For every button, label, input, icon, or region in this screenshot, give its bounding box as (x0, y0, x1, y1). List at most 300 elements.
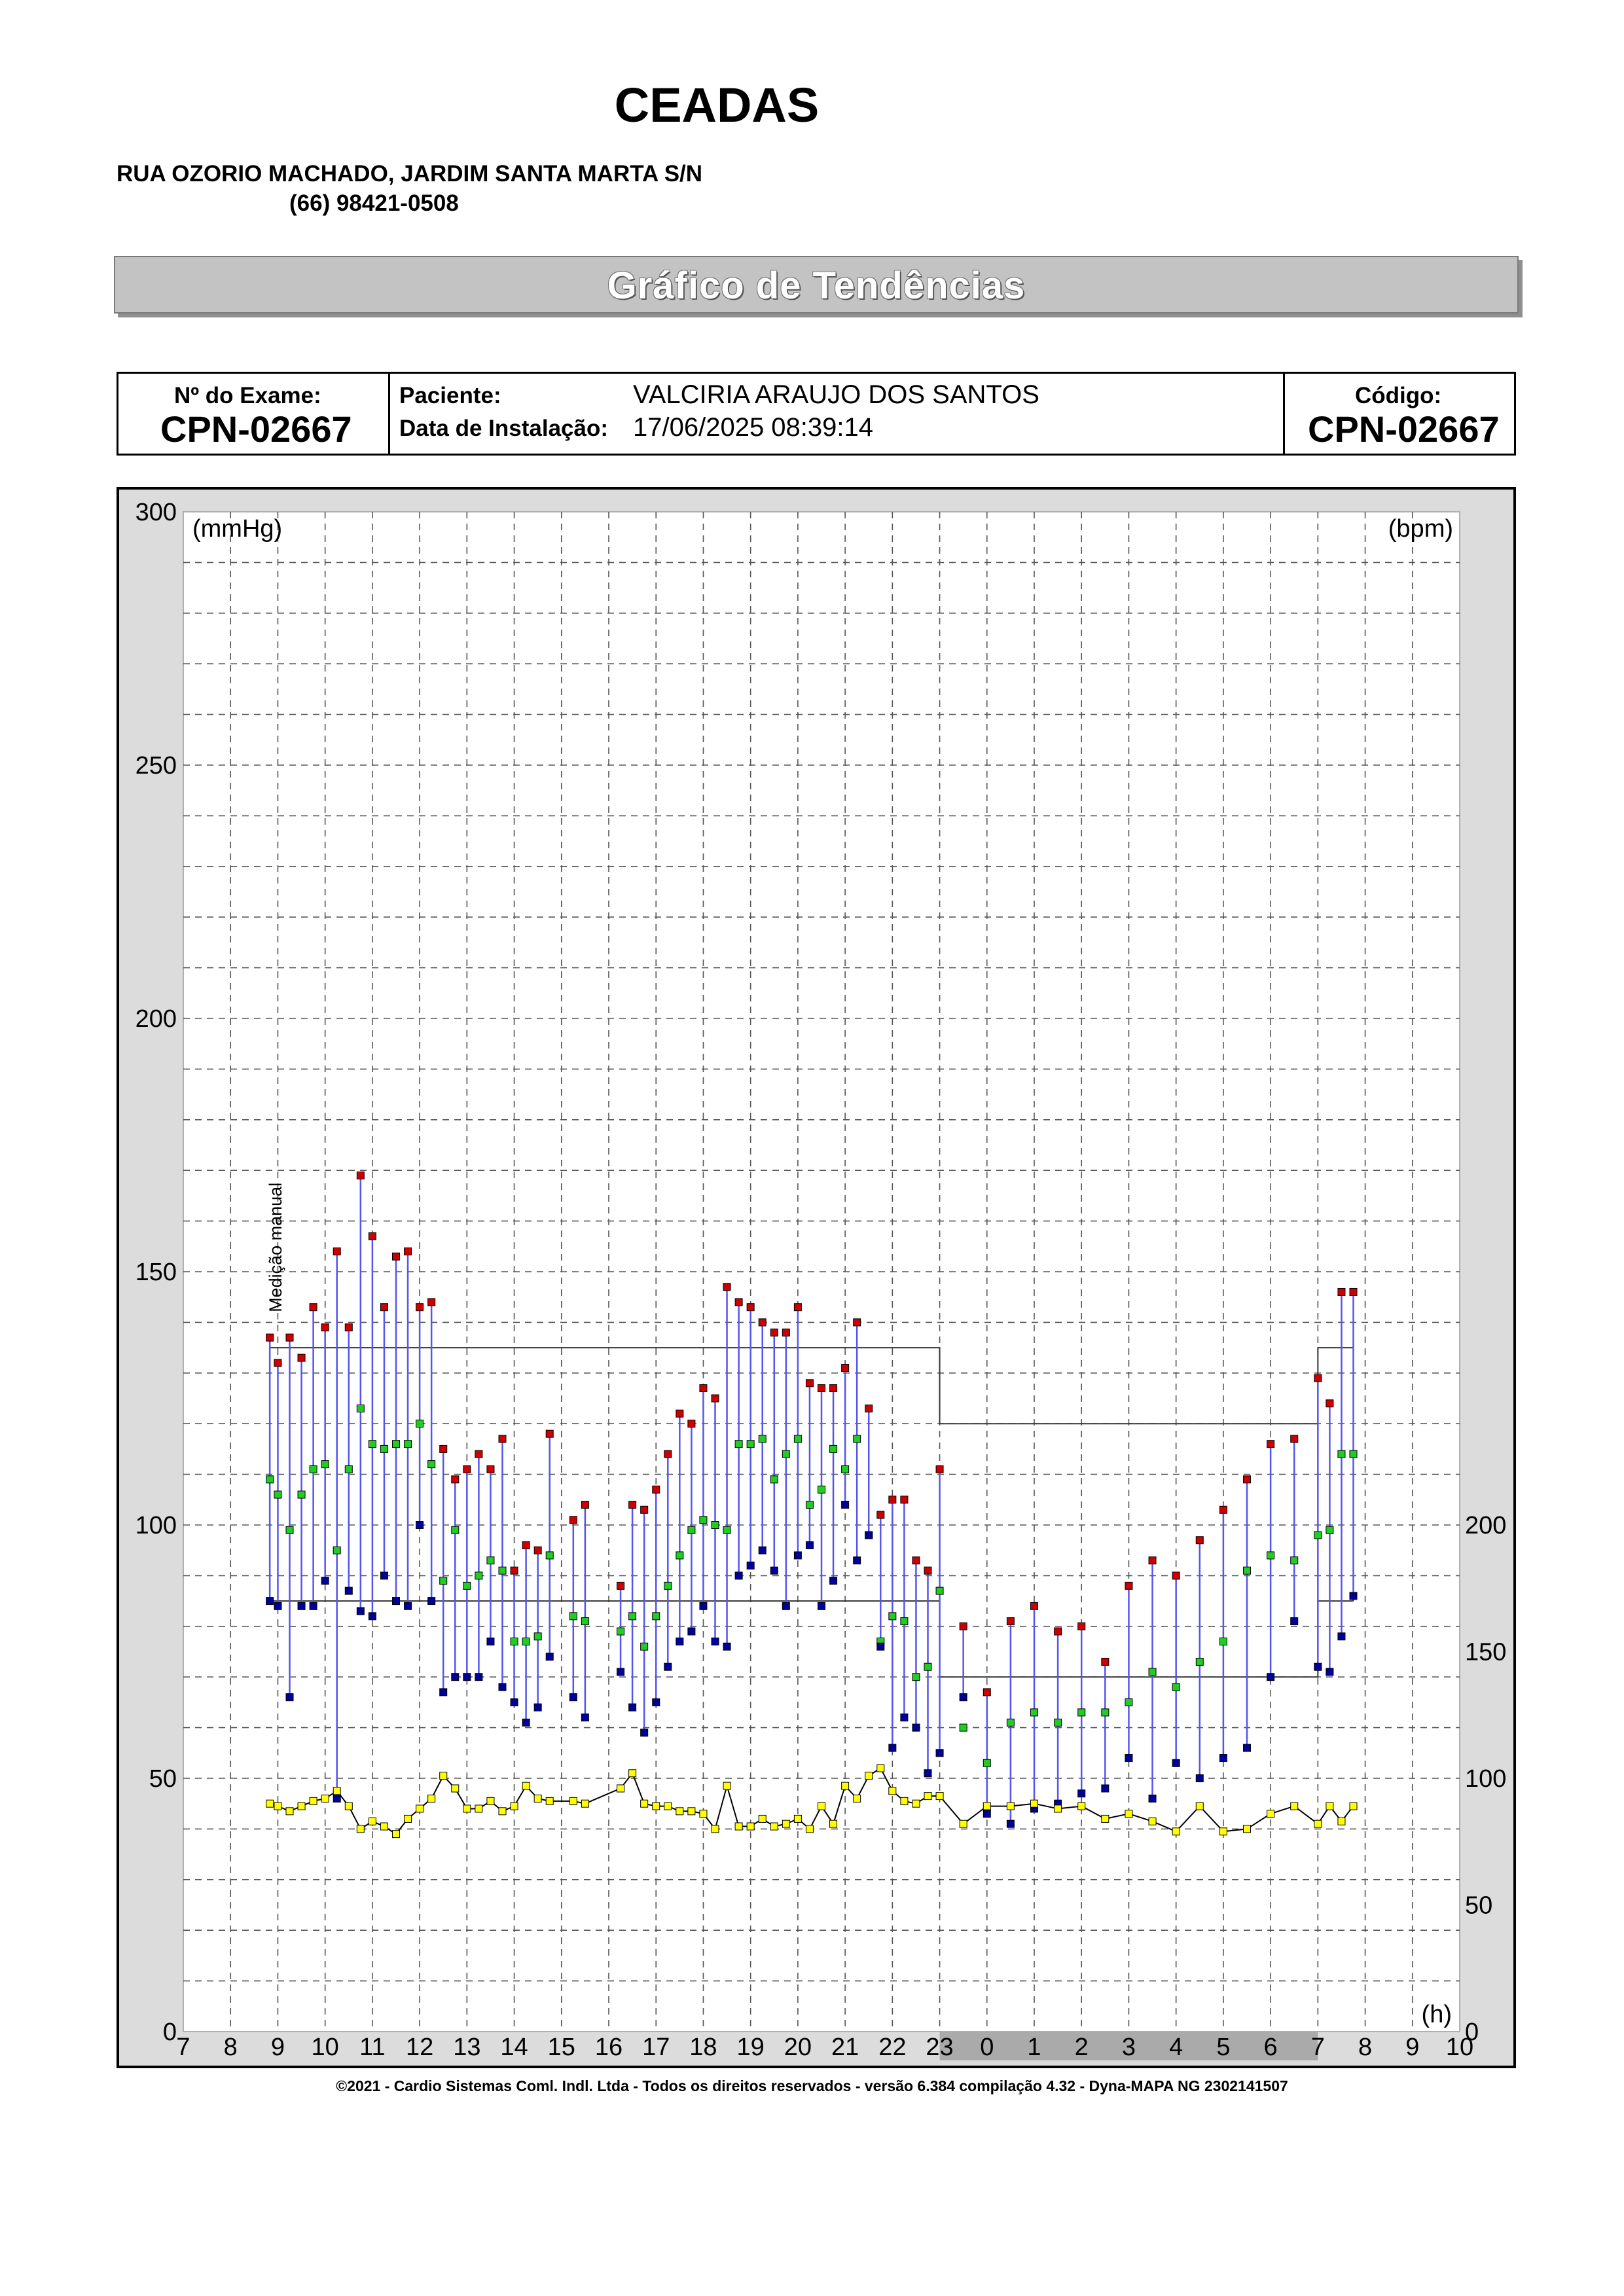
trend-chart (117, 487, 1516, 2068)
x-tick-label: 11 (359, 2034, 386, 2061)
manual-measurement-annotation: Medição manual (266, 1182, 286, 1312)
diastolic-point (1350, 1592, 1357, 1600)
heart-rate-point (1338, 1818, 1345, 1825)
heart-rate-point (865, 1772, 873, 1780)
systolic-point (1149, 1557, 1156, 1564)
mean-point (901, 1618, 908, 1625)
mean-point (1219, 1638, 1227, 1645)
heart-rate-point (747, 1823, 754, 1830)
heart-rate-point (380, 1823, 388, 1830)
systolic-point (617, 1582, 624, 1589)
diastolic-point (1326, 1668, 1333, 1676)
heart-rate-point (1326, 1803, 1333, 1810)
systolic-point (641, 1506, 648, 1513)
heart-rate-point (723, 1782, 731, 1789)
systolic-point (712, 1395, 719, 1402)
systolic-point (393, 1253, 400, 1260)
heart-rate-point (581, 1800, 588, 1807)
x-tick-label: 3 (1121, 2034, 1136, 2061)
diastolic-point (1078, 1790, 1085, 1797)
heart-rate-point (676, 1808, 683, 1815)
diastolic-point (818, 1602, 825, 1609)
mean-point (653, 1613, 660, 1620)
diastolic-point (463, 1674, 471, 1681)
mean-point (1172, 1683, 1180, 1691)
heart-rate-point (782, 1820, 789, 1827)
diastolic-point (1102, 1785, 1109, 1792)
mean-point (1338, 1450, 1345, 1458)
systolic-point (806, 1380, 813, 1387)
mean-point (688, 1526, 695, 1534)
systolic-point (1267, 1441, 1274, 1448)
systolic-point (700, 1385, 707, 1392)
systolic-point (782, 1329, 789, 1336)
x-tick-label: 1 (1027, 2034, 1041, 2061)
heart-rate-point (1102, 1815, 1109, 1822)
mean-point (534, 1633, 541, 1640)
patient-label: Paciente: (399, 383, 501, 408)
mean-point (1267, 1552, 1274, 1559)
heart-rate-point (617, 1785, 624, 1792)
diastolic-point (369, 1613, 376, 1620)
diastolic-point (794, 1552, 801, 1559)
right-tick-label: 50 (1465, 1892, 1493, 1920)
systolic-point (511, 1567, 518, 1574)
mean-point (854, 1435, 861, 1443)
systolic-point (1244, 1476, 1251, 1483)
systolic-point (452, 1476, 459, 1483)
heart-rate-point (487, 1797, 494, 1804)
heart-rate-point (522, 1782, 530, 1789)
heart-rate-point (416, 1805, 424, 1812)
diastolic-point (854, 1557, 861, 1564)
diastolic-point (357, 1607, 364, 1615)
heart-rate-point (405, 1815, 412, 1822)
mean-point (499, 1567, 506, 1574)
left-tick-label: 150 (135, 1259, 177, 1286)
heart-rate-point (688, 1808, 695, 1815)
mean-point (310, 1465, 317, 1473)
left-tick-label: 300 (135, 499, 177, 526)
diastolic-point (1125, 1755, 1132, 1762)
heart-rate-point (1125, 1810, 1132, 1818)
diastolic-point (782, 1602, 789, 1609)
systolic-point (854, 1319, 861, 1326)
heart-rate-point (1149, 1818, 1156, 1825)
trend-chart-svg (119, 490, 1513, 2066)
x-tick-label: 19 (736, 2034, 765, 2061)
diastolic-point (1244, 1744, 1251, 1751)
mean-point (782, 1450, 789, 1458)
diastolic-point (865, 1532, 873, 1539)
diastolic-point (380, 1572, 388, 1579)
exam-number-value: CPN-02667 (160, 408, 352, 450)
heart-rate-point (1219, 1828, 1227, 1835)
systolic-point (369, 1232, 376, 1240)
report-banner (114, 256, 1519, 314)
x-tick-label: 16 (594, 2034, 623, 2061)
heart-rate-point (641, 1800, 648, 1807)
x-tick-label: 9 (1405, 2034, 1420, 2061)
clinic-address: RUA OZORIO MACHADO, JARDIM SANTA MARTA S/N (117, 161, 703, 187)
systolic-point (499, 1435, 506, 1443)
x-tick-label: 7 (1310, 2034, 1325, 2061)
mean-point (546, 1552, 553, 1559)
heart-rate-point (310, 1797, 317, 1804)
diastolic-point (321, 1577, 329, 1585)
diastolic-point (534, 1704, 541, 1711)
heart-rate-point (286, 1808, 293, 1815)
mean-point (1350, 1450, 1357, 1458)
systolic-point (522, 1541, 530, 1549)
heart-rate-point (333, 1787, 340, 1795)
systolic-point (1338, 1288, 1345, 1295)
diastolic-point (712, 1638, 719, 1645)
x-tick-label: 2 (1074, 2034, 1089, 2061)
heart-rate-point (842, 1782, 849, 1789)
heart-rate-point (700, 1810, 707, 1818)
mean-point (617, 1628, 624, 1635)
footer-copyright: ©2021 - Cardio Sistemas Coml. Indl. Ltda - Todos os direitos reservados - versão 6.384 compilação 4.32 - Dyna-MAPA NG 2302141507 (336, 2077, 1288, 2094)
heart-rate-point (735, 1823, 742, 1830)
systolic-point (1172, 1572, 1180, 1579)
mean-point (1055, 1719, 1062, 1726)
heart-rate-point (569, 1797, 577, 1804)
diastolic-point (889, 1744, 896, 1751)
diastolic-point (416, 1522, 424, 1529)
diastolic-point (877, 1643, 884, 1650)
diastolic-point (700, 1602, 707, 1609)
heart-rate-point (475, 1805, 482, 1812)
diastolic-point (440, 1689, 447, 1696)
mean-point (298, 1491, 305, 1498)
systolic-point (1196, 1537, 1203, 1544)
code-value: CPN-02667 (1308, 408, 1500, 450)
x-tick-label: 5 (1216, 2034, 1231, 2061)
mean-point (983, 1759, 990, 1767)
mean-point (463, 1582, 471, 1589)
x-tick-label: 17 (642, 2034, 670, 2061)
heart-rate-point (1350, 1803, 1357, 1810)
systolic-point (770, 1329, 778, 1336)
x-unit-label: (h) (1421, 2001, 1452, 2028)
systolic-point (830, 1385, 837, 1392)
mean-point (380, 1445, 388, 1452)
heart-rate-point (463, 1805, 471, 1812)
x-tick-label: 21 (831, 2034, 859, 2061)
install-date-label: Data de Instalação: (399, 416, 608, 441)
systolic-point (1291, 1435, 1298, 1443)
mean-point (1326, 1526, 1333, 1534)
heart-rate-point (664, 1803, 672, 1810)
systolic-point (440, 1445, 447, 1452)
diastolic-point (569, 1694, 577, 1701)
systolic-point (960, 1623, 967, 1630)
x-tick-label: 8 (223, 2034, 238, 2061)
mean-point (1031, 1709, 1038, 1716)
diastolic-point (653, 1698, 660, 1706)
patient-cell (390, 374, 1285, 454)
right-tick-label: 100 (1465, 1765, 1507, 1793)
clinic-name: CEADAS (614, 78, 820, 132)
mean-point (569, 1613, 577, 1620)
x-tick-label: 12 (405, 2034, 434, 2061)
systolic-point (1350, 1288, 1357, 1295)
mean-point (664, 1582, 672, 1589)
systolic-point (487, 1465, 494, 1473)
systolic-point (664, 1450, 672, 1458)
diastolic-point (428, 1598, 435, 1605)
systolic-point (581, 1501, 588, 1509)
mean-point (759, 1435, 766, 1443)
diastolic-point (298, 1602, 305, 1609)
diastolic-point (1314, 1663, 1322, 1670)
systolic-point (1102, 1658, 1109, 1665)
diastolic-point (960, 1694, 967, 1701)
diastolic-point (333, 1795, 340, 1802)
systolic-point (759, 1319, 766, 1326)
systolic-point (380, 1304, 388, 1311)
systolic-point (416, 1304, 424, 1311)
heart-rate-point (546, 1797, 553, 1804)
heart-rate-point (1172, 1828, 1180, 1835)
systolic-point (1125, 1582, 1132, 1589)
diastolic-point (770, 1567, 778, 1574)
systolic-point (463, 1465, 471, 1473)
mean-point (1314, 1532, 1322, 1539)
diastolic-point (735, 1572, 742, 1579)
systolic-point (629, 1501, 636, 1509)
right-tick-label: 0 (1465, 2018, 1479, 2046)
x-tick-label: 20 (784, 2034, 812, 2061)
heart-rate-point (770, 1823, 778, 1830)
right-unit-label: (bpm) (1388, 515, 1453, 543)
diastolic-point (936, 1749, 943, 1757)
diastolic-point (393, 1598, 400, 1605)
mean-point (286, 1526, 293, 1534)
heart-rate-point (960, 1820, 967, 1827)
left-unit-label: (mmHg) (192, 515, 283, 543)
systolic-point (983, 1689, 990, 1696)
systolic-point (735, 1299, 742, 1306)
diastolic-point (499, 1683, 506, 1691)
diastolic-point (286, 1694, 293, 1701)
diastolic-point (1338, 1633, 1345, 1640)
mean-point (723, 1526, 731, 1534)
heart-rate-point (1314, 1820, 1322, 1827)
diastolic-point (487, 1638, 494, 1645)
systolic-point (653, 1486, 660, 1493)
diastolic-point (345, 1587, 352, 1594)
heart-rate-point (393, 1831, 400, 1838)
mean-point (475, 1572, 482, 1579)
mean-point (369, 1441, 376, 1448)
diastolic-point (629, 1704, 636, 1711)
diastolic-point (1291, 1618, 1298, 1625)
heart-rate-point (452, 1785, 459, 1792)
heart-rate-point (1267, 1810, 1274, 1818)
heart-rate-point (901, 1797, 908, 1804)
systolic-point (405, 1248, 412, 1255)
heart-rate-point (1291, 1803, 1298, 1810)
mean-point (700, 1516, 707, 1524)
mean-point (936, 1587, 943, 1594)
mean-point (735, 1441, 742, 1448)
x-tick-label: 10 (1445, 2034, 1474, 2061)
mean-point (830, 1445, 837, 1452)
systolic-point (723, 1283, 731, 1291)
mean-point (345, 1465, 352, 1473)
systolic-point (747, 1304, 754, 1311)
heart-rate-point (1244, 1825, 1251, 1833)
mean-point (321, 1461, 329, 1468)
mean-point (1078, 1709, 1085, 1716)
systolic-point (877, 1511, 884, 1518)
diastolic-point (1219, 1755, 1227, 1762)
heart-rate-point (912, 1800, 920, 1807)
heart-rate-point (806, 1825, 813, 1833)
x-tick-label: 14 (500, 2034, 528, 2061)
heart-rate-point (877, 1765, 884, 1772)
mean-point (712, 1522, 719, 1529)
mean-point (405, 1441, 412, 1448)
x-tick-label: 23 (926, 2034, 954, 2061)
x-tick-label: 13 (453, 2034, 481, 2061)
diastolic-point (452, 1674, 459, 1681)
diastolic-point (830, 1577, 837, 1585)
right-tick-label: 200 (1465, 1512, 1507, 1539)
systolic-point (1007, 1618, 1014, 1625)
systolic-point (676, 1410, 683, 1417)
diastolic-point (747, 1562, 754, 1569)
heart-rate-point (889, 1787, 896, 1795)
mean-point (629, 1613, 636, 1620)
left-tick-label: 250 (135, 752, 177, 780)
systolic-point (310, 1304, 317, 1311)
mean-point (333, 1547, 340, 1554)
mean-point (794, 1435, 801, 1443)
mean-point (1149, 1668, 1156, 1676)
diastolic-point (759, 1547, 766, 1554)
report-title: Gráfico de Tendências (607, 264, 1026, 307)
heart-rate-point (1007, 1803, 1014, 1810)
mean-point (641, 1643, 648, 1650)
heart-rate-point (534, 1795, 541, 1802)
x-tick-label: 8 (1358, 2034, 1373, 2061)
mean-point (452, 1526, 459, 1534)
heart-rate-point (1055, 1805, 1062, 1812)
diastolic-point (1267, 1674, 1274, 1681)
heart-rate-point (759, 1815, 766, 1822)
diastolic-point (546, 1653, 553, 1660)
mean-point (274, 1491, 281, 1498)
heart-rate-point (830, 1820, 837, 1827)
systolic-point (475, 1450, 482, 1458)
systolic-point (1314, 1374, 1322, 1382)
diastolic-point (664, 1663, 672, 1670)
systolic-point (321, 1324, 329, 1331)
heart-rate-point (1031, 1800, 1038, 1807)
systolic-point (912, 1557, 920, 1564)
diastolic-point (522, 1719, 530, 1726)
diastolic-point (617, 1668, 624, 1676)
heart-rate-point (298, 1803, 305, 1810)
heart-rate-point (321, 1795, 329, 1802)
diastolic-point (475, 1674, 482, 1681)
clinic-phone: (66) 98421-0508 (289, 190, 459, 216)
systolic-point (688, 1420, 695, 1427)
mean-point (1102, 1709, 1109, 1716)
diastolic-point (924, 1770, 931, 1777)
x-tick-label: 0 (980, 2034, 994, 2061)
diastolic-point (310, 1602, 317, 1609)
patient-name: VALCIRIA ARAUJO DOS SANTOS (633, 380, 1039, 409)
systolic-point (428, 1299, 435, 1306)
systolic-point (569, 1516, 577, 1524)
systolic-point (266, 1334, 274, 1341)
diastolic-point (676, 1638, 683, 1645)
diastolic-point (688, 1628, 695, 1635)
diastolic-point (511, 1698, 518, 1706)
right-tick-label: 150 (1465, 1638, 1507, 1666)
systolic-point (298, 1354, 305, 1361)
heart-rate-point (653, 1803, 660, 1810)
mean-point (393, 1441, 400, 1448)
x-tick-label: 4 (1169, 2034, 1183, 2061)
heart-rate-point (266, 1800, 274, 1807)
code-cell (1285, 374, 1516, 454)
mean-point (487, 1557, 494, 1564)
diastolic-point (806, 1541, 813, 1549)
systolic-point (889, 1496, 896, 1503)
systolic-point (901, 1496, 908, 1503)
left-tick-label: 50 (149, 1765, 177, 1793)
diastolic-point (842, 1501, 849, 1509)
mean-point (440, 1577, 447, 1585)
systolic-point (1219, 1506, 1227, 1513)
heart-rate-point (794, 1815, 801, 1822)
code-label: Código: (1355, 383, 1442, 408)
diastolic-point (1007, 1820, 1014, 1827)
heart-rate-point (345, 1803, 352, 1810)
mean-point (842, 1465, 849, 1473)
mean-point (1244, 1567, 1251, 1574)
systolic-point (333, 1248, 340, 1255)
x-tick-label: 15 (547, 2034, 575, 2061)
heart-rate-point (428, 1795, 435, 1802)
heart-rate-point (369, 1818, 376, 1825)
diastolic-point (274, 1602, 281, 1609)
systolic-point (357, 1172, 364, 1179)
systolic-point (274, 1359, 281, 1367)
mean-point (924, 1663, 931, 1670)
mean-point (416, 1420, 424, 1427)
mean-point (511, 1638, 518, 1645)
heart-rate-point (818, 1803, 825, 1810)
left-tick-label: 0 (162, 2018, 177, 2046)
mean-point (1125, 1698, 1132, 1706)
systolic-point (1326, 1400, 1333, 1407)
heart-rate-point (936, 1793, 943, 1800)
heart-rate-point (274, 1803, 281, 1810)
heart-rate-point (440, 1772, 447, 1780)
install-date-value: 17/06/2025 08:39:14 (633, 413, 874, 442)
x-tick-label: 10 (311, 2034, 339, 2061)
mean-point (1196, 1658, 1203, 1665)
mean-point (806, 1501, 813, 1509)
systolic-point (1078, 1623, 1085, 1630)
heart-rate-point (357, 1825, 364, 1833)
